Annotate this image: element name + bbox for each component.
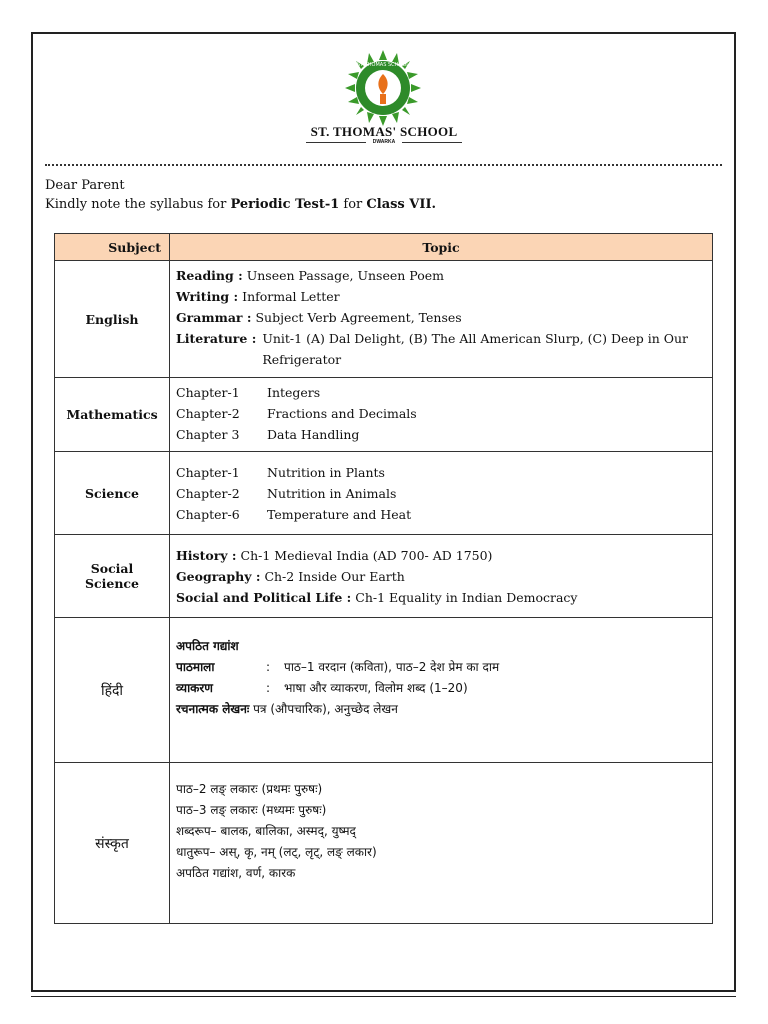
chapter-number: Chapter-1 [176,464,240,480]
topic-mathematics [170,378,713,452]
topic-english [170,261,713,378]
geography-label: Geography : [176,568,261,584]
chapter-topic: Integers [267,385,321,400]
spl-value: Ch-1 Equality in Indian Democracy [355,589,578,605]
chapter-topic: Data Handling [267,427,360,442]
sanskrit-line: पाठ–2 लङ् लकारः (प्रथमः पुरुषः) [176,782,323,796]
salutation: Dear Parent [45,178,125,193]
chapter-topic: Temperature and Heat [267,506,412,522]
topic-social-science [170,535,713,618]
pathmala-label: पाठमाला [176,660,215,674]
sanskrit-line: शब्दरूप– बालक, बालिका, अस्मद्, युष्मद् [176,824,356,838]
note-prefix: Kindly note the syllabus for [45,197,231,212]
subject-header: Subject [55,234,170,261]
topic-hindi [170,618,713,763]
geography-value: Ch-2 Inside Our Earth [264,568,405,584]
subject-social-science [55,535,170,618]
subject-line: Social [90,561,134,576]
literature-value: Unit-1 (A) Dal Delight, (B) The All American Slurp, (C) Deep in Our Refrigerator [262,331,689,367]
table-row [55,452,713,535]
topic-science [170,452,713,535]
chapter-topic: Nutrition in Animals [267,485,397,501]
chapter-topic: Fractions and Decimals [267,406,417,421]
reading-label: Reading : [176,268,243,283]
note-line [45,195,436,214]
school-logo [345,50,421,126]
subject-english: English [55,261,170,378]
school-location: DWARKA [372,139,396,145]
divider [402,142,462,143]
class-name: Class VII. [366,197,437,212]
hindi-unseen: अपठित गद्यांश [176,639,239,653]
syllabus-table [54,233,713,924]
chapter-number: Chapter-6 [176,506,240,522]
table-row [55,261,713,378]
table-row [55,378,713,452]
spl-label: Social and Political Life : [176,589,352,605]
table-row [55,763,713,924]
test-name: Periodic Test-1 [230,197,340,212]
subject-mathematics: Mathematics [55,378,170,452]
rachnatmak-label: रचनात्मक लेखनः [176,702,250,716]
vyakaran-label: व्याकरण [176,681,213,695]
table-row [55,618,713,763]
sanskrit-line: पाठ–3 लङ् लकारः (मध्यमः पुरुषः) [176,803,327,817]
writing-label: Writing : [176,289,239,304]
table-row [55,535,713,618]
chapter-number: Chapter-2 [176,406,240,421]
subject-line: Science [85,576,139,591]
grammar-label: Grammar : [176,310,252,325]
school-name: ST. THOMAS' SCHOOL [310,124,458,139]
colon: : [266,681,271,695]
rachnatmak-value: पत्र (औपचारिक), अनुच्छेद लेखन [253,702,398,716]
pathmala-value: पाठ–1 वरदान (कविता), पाठ–2 देश प्रेम का दाम [284,660,500,674]
literature-label: Literature : [176,331,257,346]
sanskrit-line: धातुरूप– अस्, कृ, नम् (लट्, लृट्, लङ् लकार) [176,845,377,859]
dotted-divider [45,164,722,166]
svg-text:ST THOMAS SCHOOL: ST THOMAS SCHOOL [356,62,410,68]
note-mid: for [339,197,367,212]
chapter-topic: Nutrition in Plants [267,464,385,480]
greeting [45,176,436,214]
colon: : [266,660,271,674]
subject-hindi: हिंदी [55,618,170,763]
topic-header: Topic [170,234,713,261]
reading-value: Unseen Passage, Unseen Poem [246,268,444,283]
history-label: History : [176,547,237,563]
vyakaran-value: भाषा और व्याकरण, विलोम शब्द (1–20) [284,681,468,695]
chapter-number: Chapter-1 [176,385,240,400]
chapter-number: Chapter-2 [176,485,240,501]
topic-sanskrit [170,763,713,924]
subject-sanskrit: संस्कृत [55,763,170,924]
writing-value: Informal Letter [242,289,340,304]
table-header-row [55,234,713,261]
page-border-bottom-line [31,996,736,997]
sanskrit-line: अपठित गद्यांश, वर्ण, कारक [176,866,296,880]
chapter-number: Chapter 3 [176,427,240,442]
subject-science: Science [55,452,170,535]
history-value: Ch-1 Medieval India (AD 700- AD 1750) [240,547,493,563]
grammar-value: Subject Verb Agreement, Tenses [255,310,462,325]
